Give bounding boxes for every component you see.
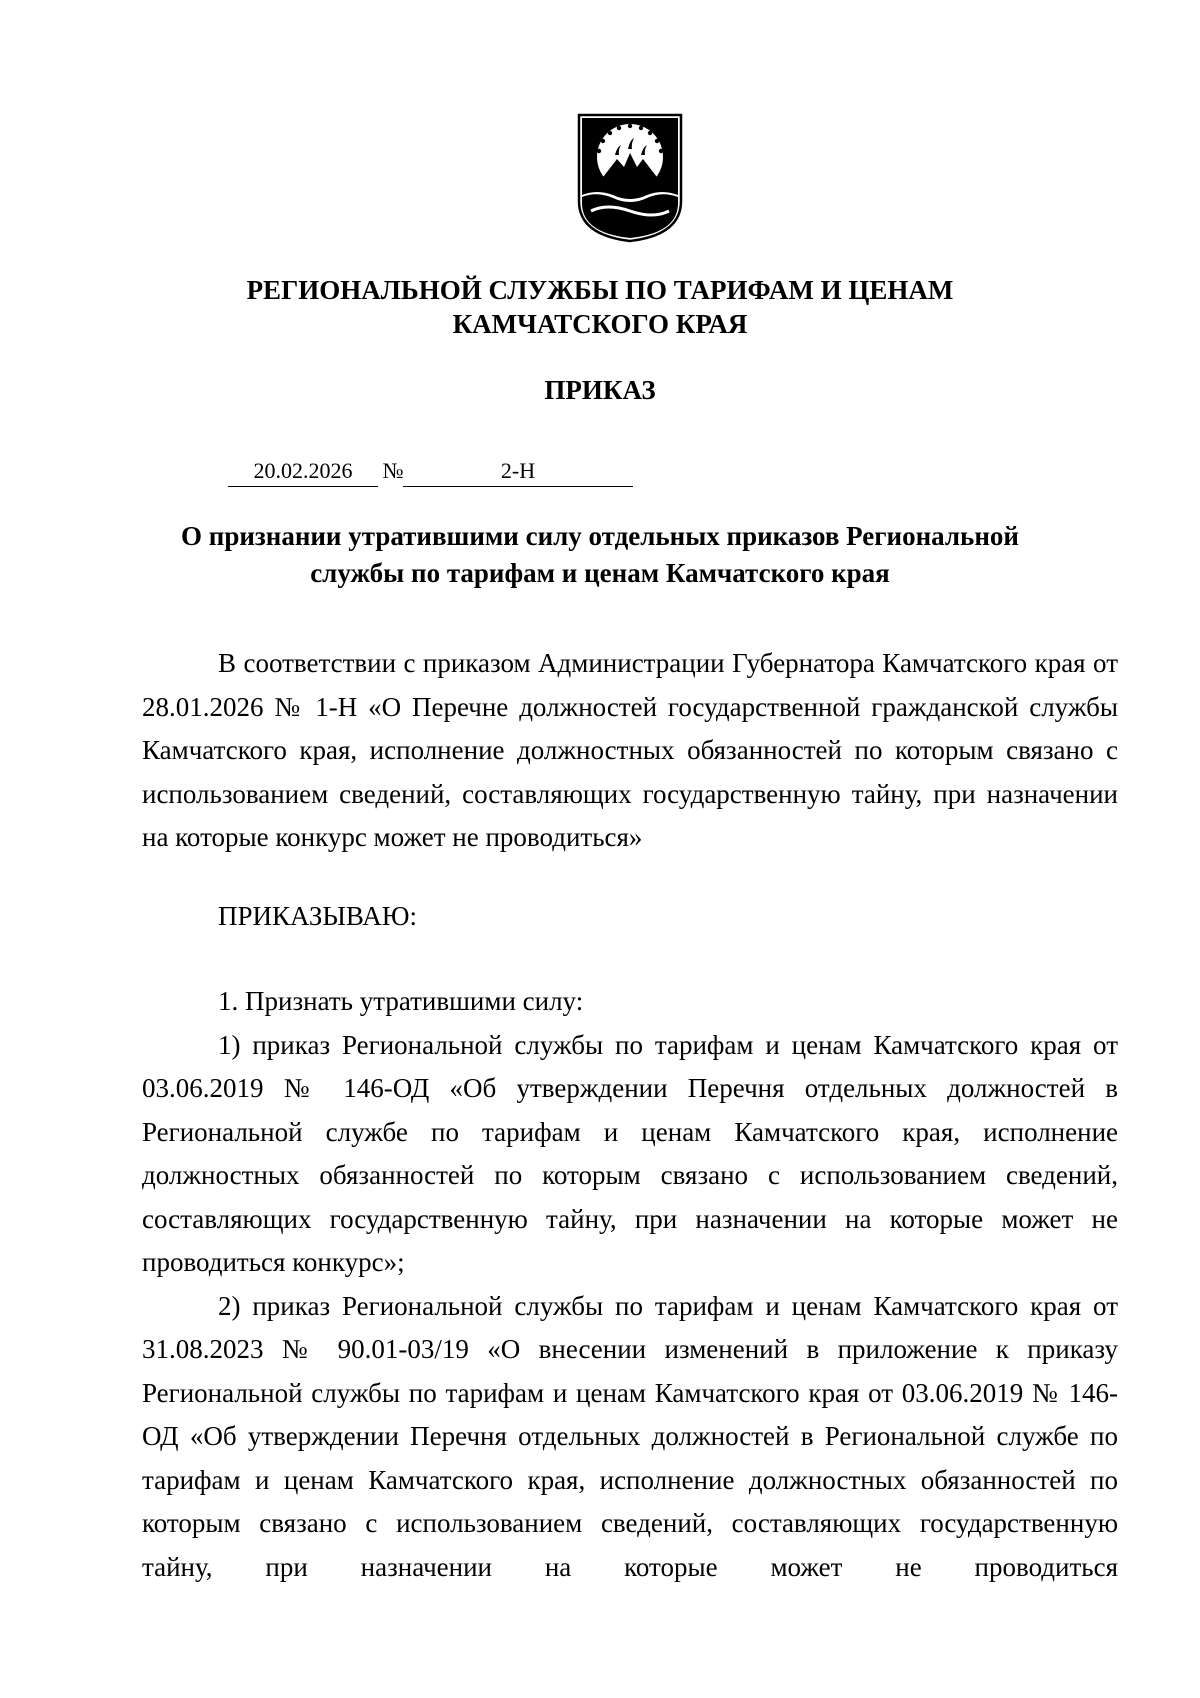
- preamble-paragraph: В соответствии с приказом Администрации Губернатора Камчатского края от 28.01.2026 № 1-Н «О Перечне должностей государственной гражданской службы Камчатского края, исполнение должностных обязанностей по которым связано с использованием сведений, составляющих государственную тайну, при назначении на которые конкурс может не проводиться»: [142, 648, 1118, 852]
- item-1-sub-2: 2) приказ Региональной службы по тарифам и ценам Камчатского края от 31.08.2023 № 90.01-03/19 «О внесении изменений в приложение к приказу Региональной службы по тарифам и ценам Камчатского края от 03.06.2019 № 146-ОД «Об утверждении Перечня отдельных должностей в Региональной службе по тарифам и ценам Камчатского края, исполнение должностных обязанностей по которым связано с использованием сведений, составляющих государственную тайну, при назначении на которые может не проводиться: [142, 1290, 1118, 1582]
- document-title-line1: О признании утратившими силу отдельных приказов Региональной: [181, 521, 1019, 551]
- document-title-line2: службы по тарифам и ценам Камчатского края: [310, 558, 890, 588]
- order-word: ПРИКАЗЫВАЮ:: [218, 901, 417, 931]
- number-sign: №: [382, 458, 404, 483]
- document-title: [140, 518, 1060, 592]
- agency-name-line2: КАМЧАТСКОГО КРАЯ: [452, 309, 748, 339]
- item-1-sub-1: 1) приказ Региональной службы по тарифам и ценам Камчатского края от 03.06.2019 № 146-ОД «Об утверждении Перечня отдельных должностей в Региональной службе по тарифам и ценам Камчатского края, исполнение должностных обязанностей по которым связано с использованием сведений, составляющих государственную тайну, при назначении на которые может не проводиться конкурс»;: [142, 1029, 1118, 1277]
- agency-name-line1: РЕГИОНАЛЬНОЙ СЛУЖБЫ ПО ТАРИФАМ И ЦЕНАМ: [246, 275, 954, 305]
- agency-name: [0, 273, 1200, 341]
- preamble: [142, 642, 1118, 860]
- kamchatka-coat-of-arms-icon: [577, 113, 683, 243]
- order-items: [142, 980, 1118, 1589]
- document-type: ПРИКАЗ: [544, 375, 656, 405]
- registration-number: 2-Н: [403, 456, 633, 487]
- registration-date: 20.02.2026: [228, 456, 378, 487]
- item-1: 1. Признать утратившими силу:: [218, 986, 584, 1016]
